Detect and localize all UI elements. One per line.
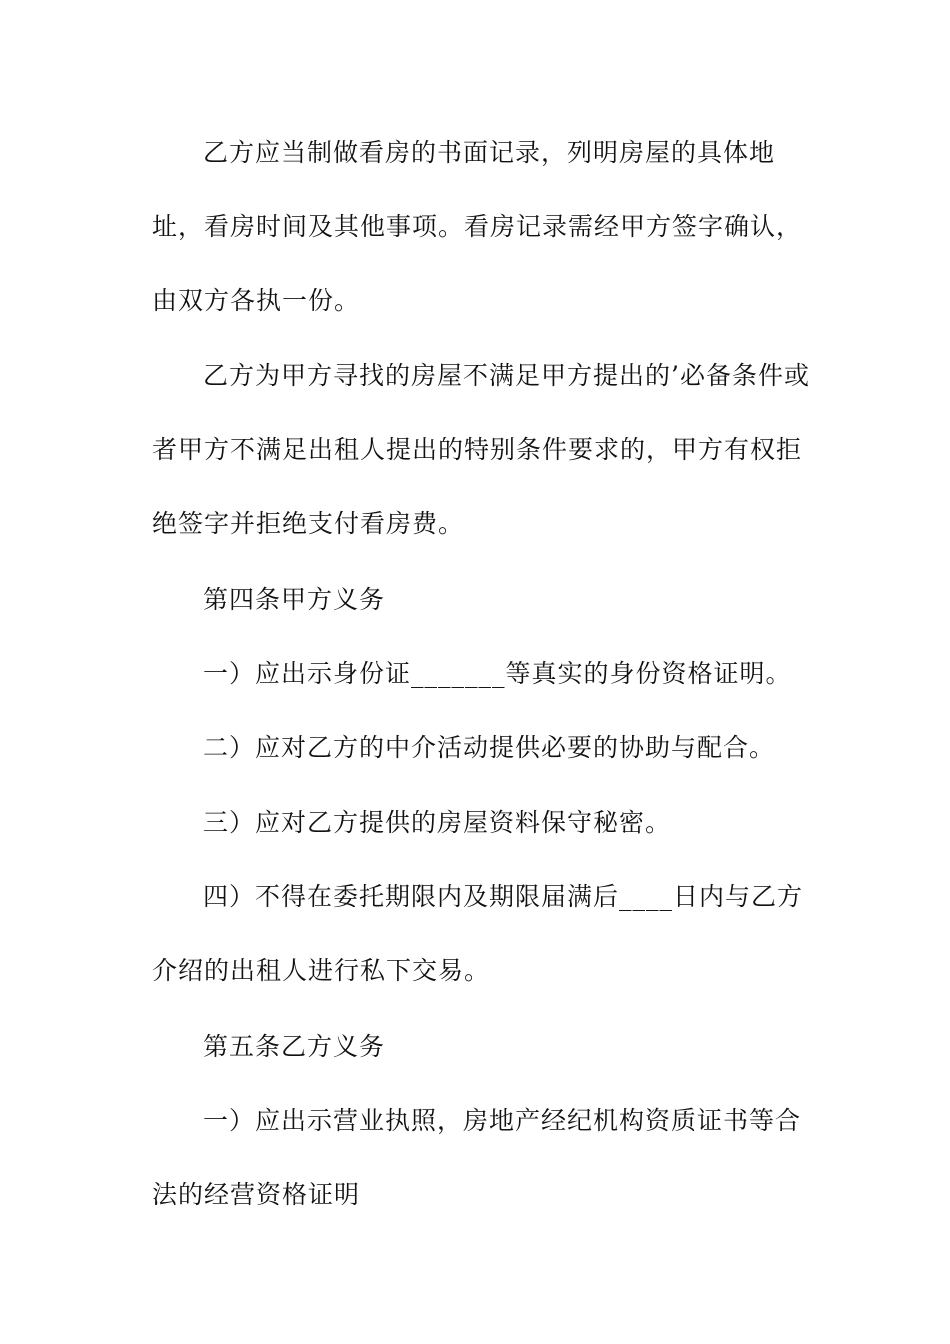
section-heading: 第四条甲方义务 (203, 585, 386, 614)
list-item: 一）应出示身份证_______等真实的身份资格证明。 (203, 659, 792, 688)
list-item-continuation: 介绍的出租人进行私下交易。 (152, 956, 491, 985)
paragraph-line: 址，看房时间及其他事项。看房记录需经甲方签字确认， (152, 212, 803, 241)
list-item-continuation: 法的经营资格证明 (152, 1180, 361, 1209)
list-item: 二）应对乙方的中介活动提供必要的协助与配合。 (203, 733, 776, 762)
section-heading: 第五条乙方义务 (203, 1032, 386, 1061)
paragraph-line: 乙方为甲方寻找的房屋不满足甲方提出的’必备条件或 (203, 361, 810, 390)
list-item: 一）应出示营业执照，房地产经纪机构资质证书等合 (203, 1106, 802, 1135)
list-item: 三）应对乙方提供的房屋资料保守秘密。 (203, 808, 672, 837)
list-item: 四）不得在委托期限内及期限届满后____日内与乙方 (203, 882, 804, 911)
paragraph-line: 绝签字并拒绝支付看房费。 (152, 509, 465, 538)
paragraph-line: 乙方应当制做看房的书面记录，列明房屋的具体地 (203, 138, 776, 167)
paragraph-line: 由双方各执一份。 (152, 286, 361, 315)
paragraph-line: 者甲方不满足出租人提出的特别条件要求的，甲方有权拒 (152, 435, 803, 464)
